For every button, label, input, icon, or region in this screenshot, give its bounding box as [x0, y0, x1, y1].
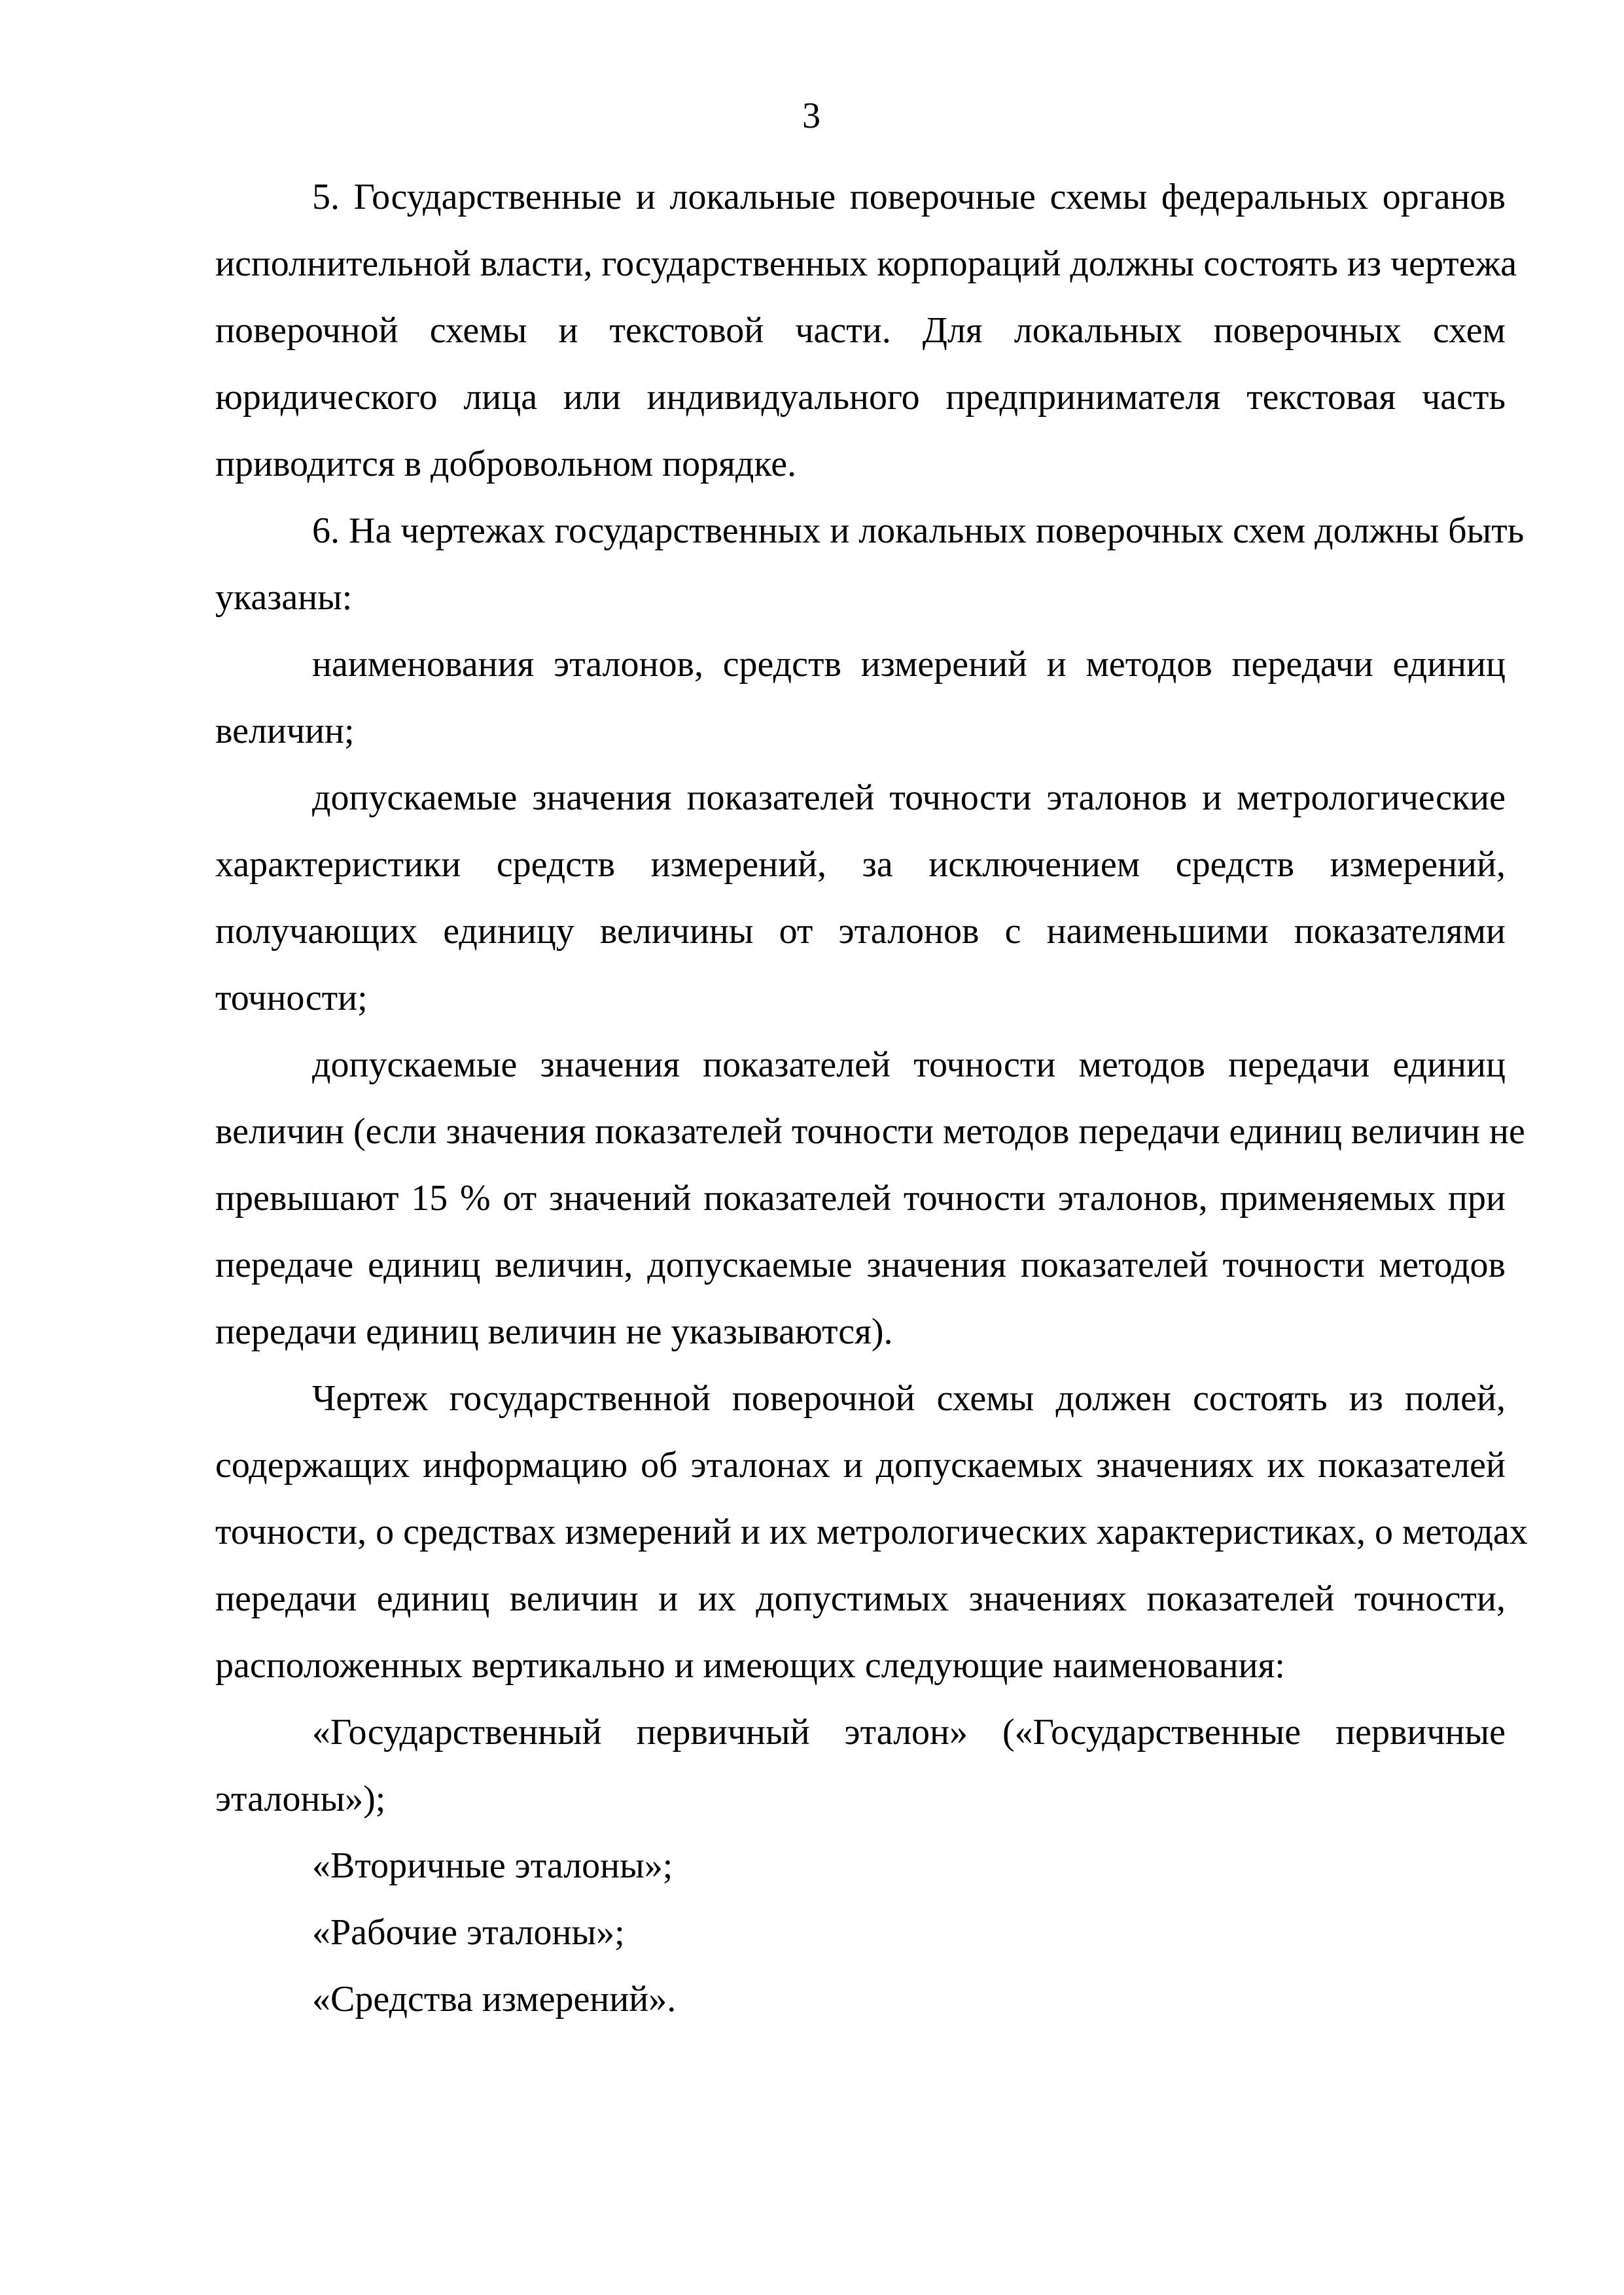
paragraph-line: передаче единиц величин, допускаемые значения показателей точности методов: [215, 1245, 1506, 1285]
paragraph-line: передачи единиц величин не указываются).: [215, 1311, 893, 1352]
paragraph-line: наименования эталонов, средств измерений и методов передачи единиц: [312, 644, 1506, 685]
paragraph-line: величин;: [215, 711, 355, 751]
field-name-measuring-instruments: [118, 1966, 1506, 2033]
paragraph-line: эталоны»);: [215, 1779, 386, 1819]
paragraph-line: исполнительной власти, государственных корпораций должны состоять из чертежа: [215, 243, 1517, 284]
paragraph-line: поверочной схемы и текстовой части. Для локальных поверочных схем: [215, 310, 1506, 351]
paragraph-line: «Вторичные эталоны»;: [312, 1845, 673, 1886]
paragraph-line: точности, о средствах измерений и их метрологических характеристиках, о методах: [215, 1512, 1528, 1552]
list-item-names: [118, 631, 1506, 764]
paragraph-line: допускаемые значения показателей точности методов передачи единиц: [312, 1044, 1506, 1085]
paragraph-line: расположенных вертикально и имеющих следующие наименования:: [215, 1645, 1285, 1686]
paragraph-line: содержащих информацию об эталонах и допускаемых значениях их показателей: [215, 1445, 1506, 1486]
paragraph-line: передачи единиц величин и их допустимых значениях показателей точности,: [215, 1578, 1506, 1619]
paragraph-line: приводится в добровольном порядке.: [215, 444, 797, 484]
page-number: 3: [802, 96, 821, 136]
paragraph-line: 5. Государственные и локальные поверочные схемы федеральных органов: [312, 177, 1506, 217]
paragraph-drawing-fields: [118, 1365, 1528, 1699]
field-name-working-standards: [118, 1899, 1506, 1966]
paragraph-line: допускаемые значения показателей точности эталонов и метрологические: [312, 777, 1506, 818]
paragraph-line: превышают 15 % от значений показателей точности эталонов, применяемых при: [215, 1178, 1506, 1219]
paragraph-line: «Государственный первичный эталон» («Государственные первичные: [312, 1712, 1506, 1752]
paragraph-6: [118, 497, 1525, 631]
paragraph-line: «Средства измерений».: [312, 1979, 677, 2019]
paragraph-line: точности;: [215, 978, 368, 1018]
paragraph-line: Чертеж государственной поверочной схемы должен состоять из полей,: [312, 1378, 1506, 1419]
paragraph-line: указаны:: [215, 577, 353, 618]
field-name-secondary-standards: [118, 1832, 1506, 1899]
list-item-accuracy-methods: [118, 1031, 1525, 1365]
paragraph-line: 6. На чертежах государственных и локальных поверочных схем должны быть: [312, 510, 1525, 551]
document-body: [118, 164, 1528, 2033]
paragraph-line: характеристики средств измерений, за исключением средств измерений,: [215, 844, 1506, 885]
field-name-primary-standard: [118, 1699, 1506, 1832]
paragraph-5: [118, 164, 1517, 497]
paragraph-line: «Рабочие эталоны»;: [312, 1912, 625, 1953]
paragraph-line: получающих единицу величины от эталонов с наименьшими показателями: [215, 911, 1506, 952]
paragraph-line: юридического лица или индивидуального предпринимателя текстовая часть: [215, 377, 1506, 418]
list-item-accuracy-standards: [118, 764, 1506, 1031]
paragraph-line: величин (если значения показателей точности методов передачи единиц величин не: [215, 1111, 1525, 1152]
